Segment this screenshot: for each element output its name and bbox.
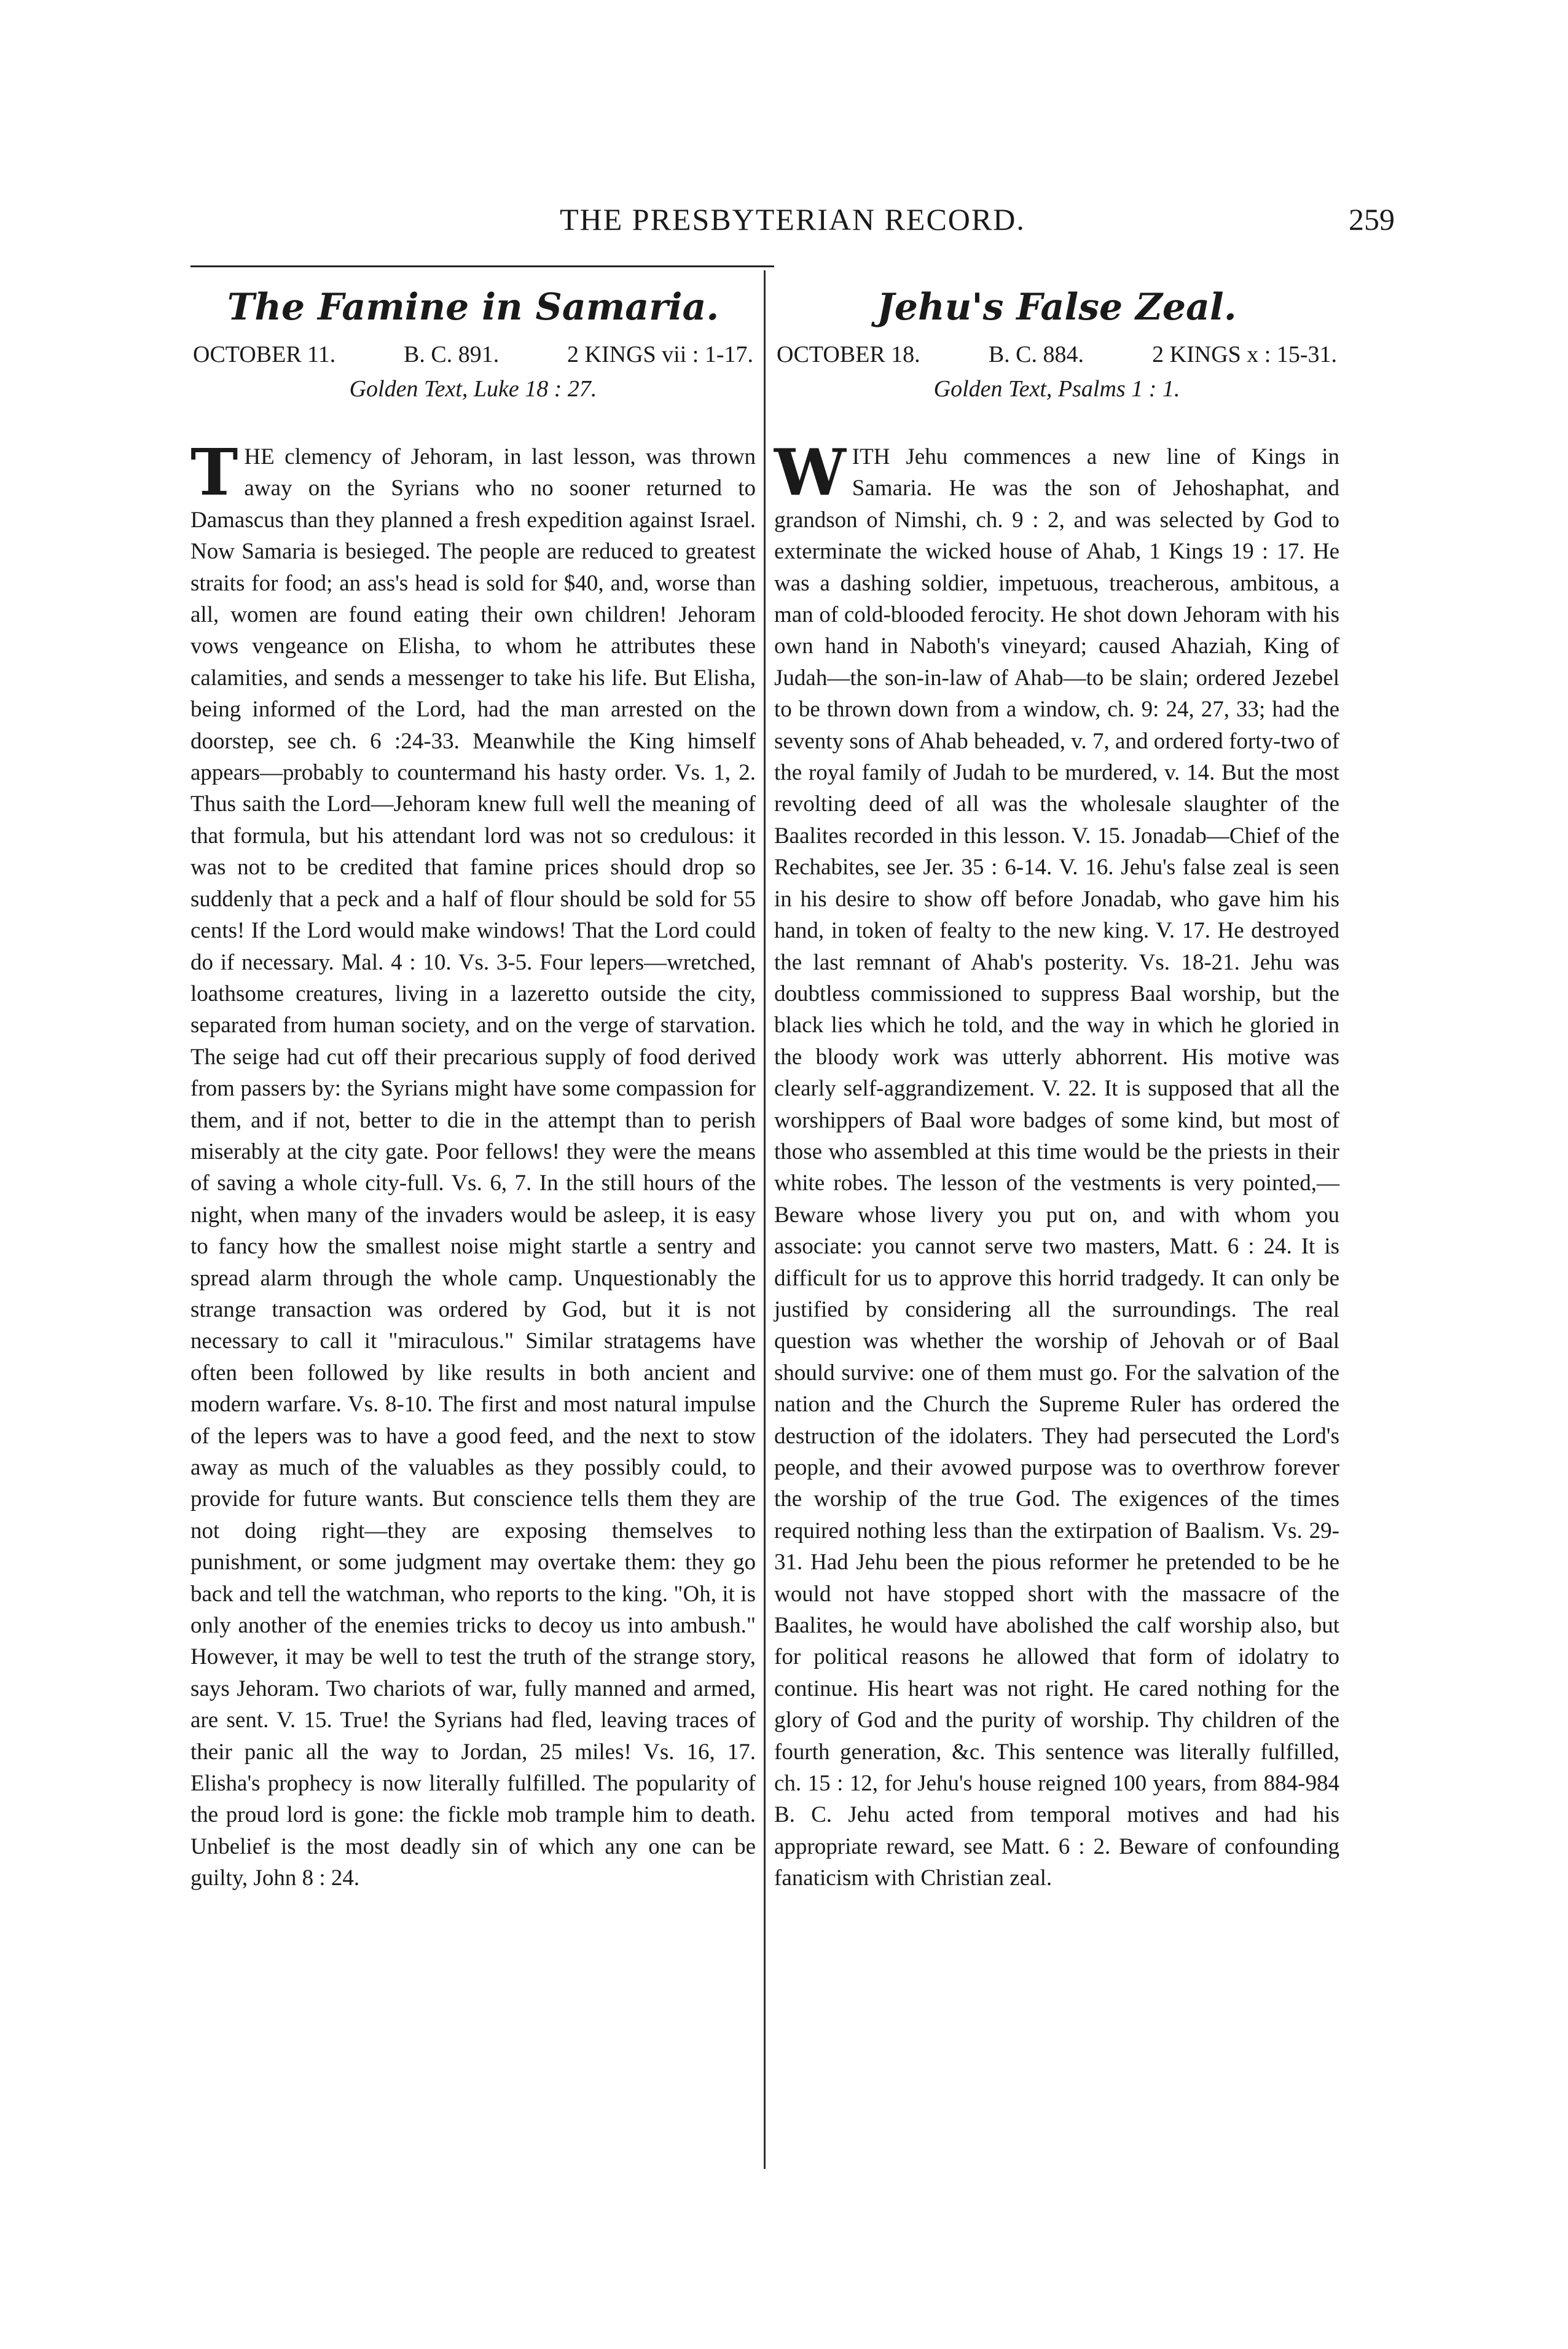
column-divider: [764, 270, 766, 2169]
header-rule: [190, 265, 774, 267]
lesson-date: OCTOBER 18.: [777, 342, 920, 367]
lesson-passage: 2 KINGS vii : 1-17.: [567, 342, 753, 367]
lesson-meta: [190, 339, 756, 370]
lesson-body-text: ITH Jehu commences a new line of Kings in Samaria. He was the son of Jehoshaphat, and grandson of Nimshi, ch. 9 : 2, and was selected by God to exterminate the wicked house of Ahab, 1 Kings 19 : 17. He was a dashing soldier, impetuous, treacherous, ambitous, a man of cold-blooded ferocity. He shot down Jehoram with his own hand in Naboth's vineyard; caused Ahaziah, King of Judah—the son-in-law of Ahab—to be slain; ordered Jezebel to be thrown down from a window, ch. 9: 24, 27, 33; had the seventy sons of Ahab beheaded, v. 7, and ordered forty-two of the royal family of Judah to be murdered, v. 14. But the most revolting deed of all was the wholesale slaughter of the Baalites recorded in this lesson. V. 15. Jonadab—Chief of the Rechabites, see Jer. 35 : 6-14. V. 16. Jehu's false zeal is seen in his desire to show off before Jonadab, who gave him his hand, in token of fealty to the new king. V. 17. He destroyed the last remnant of Ahab's posterity. Vs. 18-21. Jehu was doubtless commissioned to suppress Baal worship, but the black lies which he told, and the way in which he gloried in the bloody work was utterly abhorrent. His motive was clearly self-aggrandizement. V. 22. It is supposed that all the worshippers of Baal wore badges of some kind, but most of those who assembled at this time would be the priests in their white robes. The lesson of the vestments is very pointed,—Beware whose livery you put on, and with whom you associate: you cannot serve two masters, Matt. 6 : 24. It is difficult for us to approve this horrid tradgedy. It can only be justified by considering all the surroundings. The real question was whether the worship of Jehovah or of Baal should survive: one of them must go. For the salvation of the nation and the Church the Supreme Ruler has ordered the destruction of the idolaters. They had persecuted the Lord's people, and their avowed purpose was to overthrow forever the worship of the true God. The exigences of the times required nothing less than the extirpation of Baalism. Vs. 29-31. Had Jehu been the pious reformer he pretended to be he would not have stopped short with the massacre of the Baalites, he would have abolished the calf worship also, but for political reasons he allowed that form of idolatry to continue. His heart was not right. He cared nothing for the glory of God and the purity of worship. Thy children of the fourth generation, &c. This sentence was literally fulfilled, ch. 15 : 12, for Jehu's house reigned 100 years, from 884-984 B. C. Jehu acted from temporal motives and had his appropriate reward, see Matt. 6 : 2. Beware of confounding fanaticism with Christian zeal.: [774, 444, 1339, 1891]
lesson-passage: 2 KINGS x : 15-31.: [1152, 342, 1337, 367]
lesson-year: B. C. 891.: [404, 342, 500, 367]
drop-cap: W: [774, 434, 846, 510]
drop-cap: T: [190, 434, 238, 510]
left-column: [190, 283, 756, 1894]
lesson-body-text: HE clemency of Jehoram, in last lesson, was thrown away on the Syrians who no sooner returned to Damascus than they planned a fresh expedition against Israel. Now Samaria is besieged. The people are reduced to greatest straits for food; an ass's head is sold for $40, and, worse than all, women are found eating their own children! Jehoram vows vengeance on Elisha, to whom he attributes these calamities, and sends a messenger to take his life. But Elisha, being informed of the Lord, had the man arrested on the doorstep, see ch. 6 :24-33. Meanwhile the King himself appears—probably to countermand his hasty order. Vs. 1, 2. Thus saith the Lord—Jehoram knew full well the meaning of that formula, but his attendant lord was not so credulous: it was not to be credited that famine prices should drop so suddenly that a peck and a half of flour should be sold for 55 cents! If the Lord would make windows! That the Lord could do if necessary. Mal. 4 : 10. Vs. 3-5. Four lepers—wretched, loathsome creatures, living in a lazeretto outside the city, separated from human society, and on the verge of starvation. The seige had cut off their precarious supply of food derived from passers by: the Syrians might have some compassion for them, and if not, better to die in the attempt than to perish miserably at the city gate. Poor fellows! they were the means of saving a whole city-full. Vs. 6, 7. In the still hours of the night, when many of the invaders would be asleep, it is easy to fancy how the smallest noise might startle a sentry and spread alarm through the whole camp. Unquestionably the strange transaction was ordered by God, but it is not necessary to call it "miraculous." Similar stratagems have often been followed by like results in both ancient and modern warfare. Vs. 8-10. The first and most natural impulse of the lepers was to have a good feed, and the next to stow away as much of the valuables as they possibly could, to provide for future wants. But conscience tells them they are not doing right—they are exposing themselves to punishment, or some judgment may overtake them: they go back and tell the watchman, who reports to the king. "Oh, it is only another of the enemies tricks to decoy us into ambush." However, it may be well to test the truth of the strange story, says Jehoram. Two chariots of war, fully manned and armed, are sent. V. 15. True! the Syrians had fled, leaving traces of their panic all the way to Jordan, 25 miles! Vs. 16, 17. Elisha's prophecy is now literally fulfilled. The popularity of the proud lord is gone: the fickle mob trample him to death. Unbelief is the most deadly sin of which any one can be guilty, John 8 : 24.: [190, 444, 756, 1891]
page-number: 259: [1349, 202, 1395, 237]
lesson-title: The Famine in Samaria.: [227, 286, 719, 329]
right-column: [774, 283, 1339, 1894]
lesson-date: OCTOBER 11.: [193, 342, 336, 367]
lesson-body: [190, 434, 756, 1894]
running-head: [190, 202, 1395, 238]
golden-text: Golden Text, Luke 18 : 27.: [349, 376, 597, 402]
lesson-year: B. C. 884.: [988, 342, 1084, 367]
lesson-title: Jehu's False Zeal.: [877, 286, 1237, 329]
lesson-meta: [774, 339, 1339, 370]
masthead: THE PRESBYTERIAN RECORD.: [560, 202, 1025, 237]
golden-text: Golden Text, Psalms 1 : 1.: [933, 376, 1180, 402]
lesson-body: [774, 434, 1339, 1894]
